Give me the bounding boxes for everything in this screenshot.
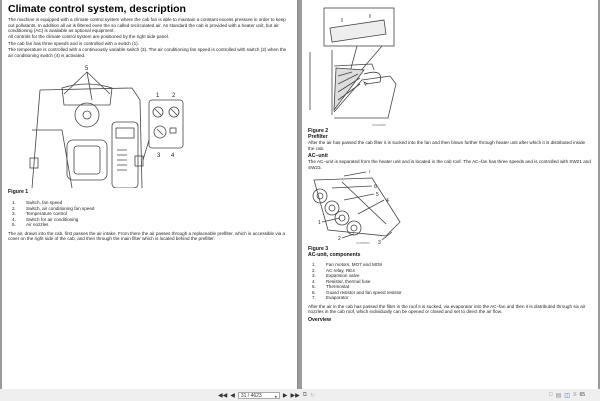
right-page [302, 0, 598, 389]
zoom-level[interactable]: 65 [579, 392, 586, 398]
left-page [2, 0, 298, 389]
legend-item: 4. Resistor, thermal fuse [312, 278, 371, 284]
legend-item: 3. Temperature control [12, 211, 67, 217]
two-page-view-icon[interactable]: ◫ [564, 392, 570, 399]
prefilter-paragraph: After the air has passed the cab filter it is sucked into the fan and then blown further through heater unit after which it is distributed inside the cab. [308, 140, 586, 151]
first-page-icon[interactable]: ◀◀ [218, 392, 228, 399]
callout-4: 4 [171, 153, 175, 160]
legend-item: 7. Evaporator [312, 295, 349, 301]
legend-item: 1. Fan motors, MO7 and MO8 [312, 262, 382, 268]
legend-item: 6. Guard resistor and fan speed resistor [312, 289, 402, 295]
callout-7: 7 [368, 170, 371, 176]
legend-item: 4. Switch for air conditioning [12, 216, 79, 222]
ac-airflow-paragraph: After the air in the cab has passed the filter in the roof it is sucked, via evaporator into the AC–fan and then it is distributed through six air nozzles in the cab roof, which individually can be opened or closed and set to direct the air flow. [308, 303, 586, 315]
figure-1-legend [2, 200, 297, 228]
figure-2-code: V1022366 [372, 123, 386, 127]
ac-unit-heading: AC–unit [308, 153, 328, 160]
figure-2-caption: Prefilter [308, 134, 328, 140]
page-number-field[interactable] [238, 392, 280, 399]
intro-paragraph-2: All controls for the climate control system are positioned by the right side panel. [8, 33, 170, 39]
figure-2-label: Figure 2 [308, 128, 329, 134]
figure-1-label: Figure 1 [8, 189, 29, 196]
callout-1: 1 [156, 93, 160, 100]
continuous-view-icon[interactable]: ▤ [555, 392, 562, 399]
page-indicator: 31 / 4623 [240, 392, 262, 399]
figure-3-legend [302, 262, 598, 301]
page-title: Climate control system, description [8, 3, 186, 15]
callout-6: 6 [374, 184, 377, 191]
figure-3-code: V1060553 [356, 241, 370, 246]
callout-5: 5 [376, 192, 379, 199]
chevron-down-icon[interactable]: ▾ [274, 393, 277, 399]
callout-1: 1 [318, 220, 321, 227]
legend-item: 5. Thermostat [312, 284, 350, 290]
legend-item: 3. Expansion valve [312, 273, 360, 279]
figure-3-label: Figure 3 [308, 246, 329, 253]
figure-3-ac-unit-illustration [302, 170, 598, 246]
temperature-paragraph: The temperature is controlled with a continuously variable switch (3). The air conditioning fan speed is controlled with switch (2) when the air conditioning switch (4) is activated. [8, 46, 287, 58]
legend-item: 2. AC relay, RE4 [312, 267, 355, 273]
callout-3: 3 [157, 153, 161, 160]
figure-1-cab-controls-illustration [2, 60, 298, 188]
callout-2: 2 [338, 236, 341, 243]
figure-3-caption: AC-unit, components [308, 252, 361, 259]
callout-2: 2 [172, 93, 176, 100]
next-page-icon[interactable]: ▶ [282, 392, 288, 399]
fan-paragraph: The cab fan has three speeds and is controlled with a switch (1). [8, 41, 139, 47]
air-intake-paragraph: The air, drawn into the cab, first passes the air intake. From there the air passes through a replaceable prefilter, which is accessible via a cover on the right side of the cab, and then through the main filter which is located behind the prefilter. [8, 230, 286, 242]
previous-page-icon[interactable]: ◀ [230, 392, 235, 399]
single-page-view-icon[interactable]: □ [549, 392, 553, 398]
legend-item: 2. Switch, air conditioning fan speed [12, 205, 95, 211]
legend-item: 5. Air nozzles [12, 222, 49, 228]
last-page-icon[interactable]: ▶▶ [290, 392, 300, 399]
callout-4: 4 [386, 198, 389, 205]
figure-2-prefilter-illustration [302, 0, 598, 128]
callout-5: 5 [85, 66, 89, 73]
status-bar [0, 389, 600, 401]
two-page-continuous-icon[interactable]: ≡ [572, 392, 577, 398]
intro-paragraph-1: The machine is equipped with a climate control system where the cab fan is able to maintain a constant excess pressure in order to keep out pollutants. In addition all air is filtered even the so called recirculated air. As standard the cab is provided with a heater unit, but air conditioning (AC) is available as optional equipment. [8, 17, 286, 34]
callout-3: 3 [378, 240, 381, 247]
ac-unit-paragraph: The AC–unit is separated from the heater unit and is located in the cab roof. The AC–fan has three speeds and is controlled with SW21 and SW23. [308, 159, 591, 170]
refresh-icon[interactable]: ↻ [310, 392, 316, 399]
overview-heading: Overview [308, 317, 332, 324]
legend-item: 1. Switch, fan speed [12, 200, 63, 206]
copy-icon[interactable]: ⧉ [302, 391, 308, 398]
